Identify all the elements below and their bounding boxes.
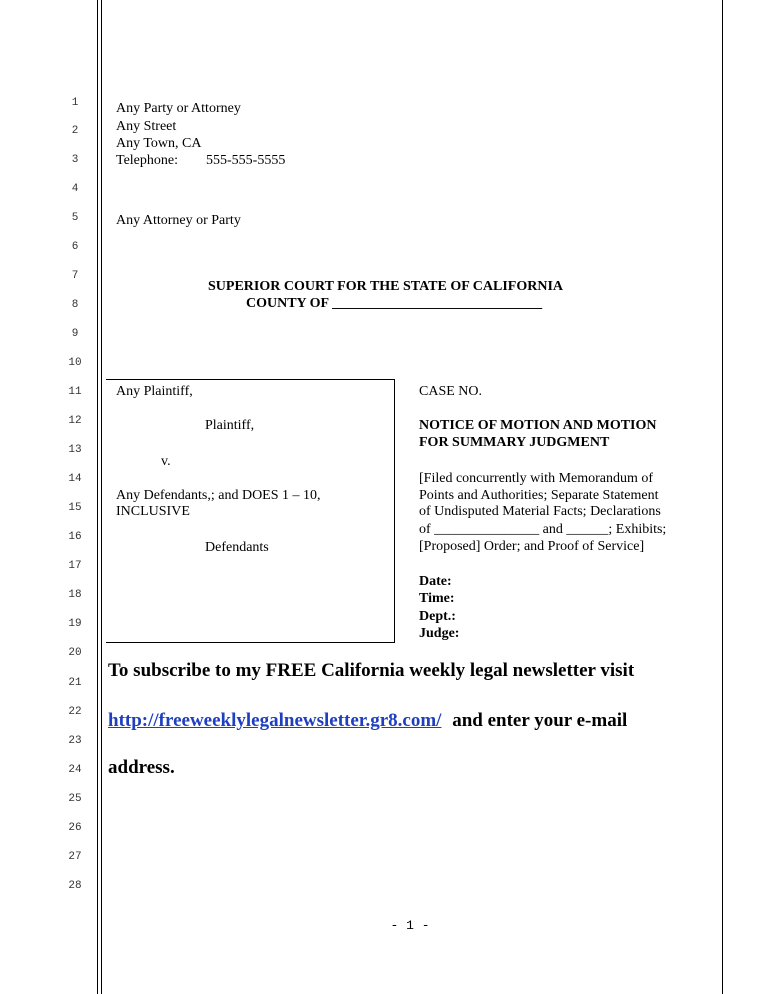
right-margin-line (722, 0, 723, 994)
party-name: Any Party or Attorney (116, 101, 241, 116)
document-title-line-1: NOTICE OF MOTION AND MOTION (419, 418, 657, 433)
left-margin-line-inner (101, 0, 102, 994)
page-number: - 1 - (390, 918, 430, 933)
street-address: Any Street (116, 119, 177, 134)
line-number: 11 (68, 386, 82, 398)
filed-concurrently-line-1: [Filed concurrently with Memorandum of (419, 471, 654, 486)
left-margin-line-outer (97, 0, 98, 994)
line-number: 17 (68, 560, 82, 572)
case-number: CASE NO. (419, 384, 483, 399)
defendants-line-1: Any Defendants,; and DOES 1 – 10, (116, 488, 321, 503)
line-number: 20 (68, 647, 82, 659)
newsletter-line-2 (108, 710, 627, 732)
filed-concurrently-line-5: [Proposed] Order; and Proof of Service] (419, 539, 645, 554)
line-number: 8 (71, 299, 79, 311)
telephone-label: Telephone: (116, 153, 178, 168)
dept-label: Dept.: (419, 609, 456, 624)
line-number: 10 (68, 357, 82, 369)
line-number: 1 (71, 97, 79, 109)
plaintiff-role: Plaintiff, (205, 418, 255, 433)
line-number: 18 (68, 589, 82, 601)
attorney-for: Any Attorney or Party (116, 213, 241, 228)
line-number: 15 (68, 502, 82, 514)
line-number: 3 (71, 154, 79, 166)
line-number: 4 (71, 183, 79, 195)
city-address: Any Town, CA (116, 136, 202, 151)
newsletter-line-3: address. (108, 757, 175, 778)
newsletter-line-2-rest: and enter your e-mail (452, 710, 628, 731)
line-number: 9 (71, 328, 79, 340)
line-number: 16 (68, 531, 82, 543)
line-number: 27 (68, 851, 82, 863)
judge-label: Judge: (419, 626, 460, 641)
time-label: Time: (419, 591, 455, 606)
line-number: 23 (68, 735, 82, 747)
county-line: COUNTY OF ______________________________ (246, 296, 543, 311)
filed-concurrently-line-3: of Undisputed Material Facts; Declarations (419, 504, 661, 519)
line-number: 13 (68, 444, 82, 456)
court-name: SUPERIOR COURT FOR THE STATE OF CALIFORNIA (208, 279, 564, 294)
telephone-number: 555-555-5555 (206, 153, 286, 168)
line-number: 22 (68, 706, 82, 718)
line-number: 6 (71, 241, 79, 253)
line-number: 21 (68, 677, 82, 689)
filed-concurrently-line-2: Points and Authorities; Separate Statement (419, 488, 659, 503)
defendants-role: Defendants (205, 540, 269, 555)
line-number: 14 (68, 473, 82, 485)
document-title-line-2: FOR SUMMARY JUDGMENT (419, 435, 610, 450)
date-label: Date: (419, 574, 452, 589)
defendants-line-2: INCLUSIVE (116, 504, 190, 519)
line-number: 25 (68, 793, 82, 805)
line-number: 24 (68, 764, 82, 776)
line-number: 5 (71, 212, 79, 224)
plaintiff-name: Any Plaintiff, (116, 384, 193, 399)
newsletter-link[interactable]: http://freeweeklylegalnewsletter.gr8.com/ (108, 710, 442, 731)
line-number: 7 (71, 270, 79, 282)
line-number: 19 (68, 618, 82, 630)
line-number: 26 (68, 822, 82, 834)
line-number: 2 (71, 125, 79, 137)
filed-concurrently-line-4: of _______________ and ______; Exhibits; (419, 522, 667, 537)
newsletter-line-1: To subscribe to my FREE California weekly legal newsletter visit (108, 660, 635, 681)
versus: v. (161, 454, 171, 469)
line-number: 28 (68, 880, 82, 892)
line-number: 12 (68, 415, 82, 427)
